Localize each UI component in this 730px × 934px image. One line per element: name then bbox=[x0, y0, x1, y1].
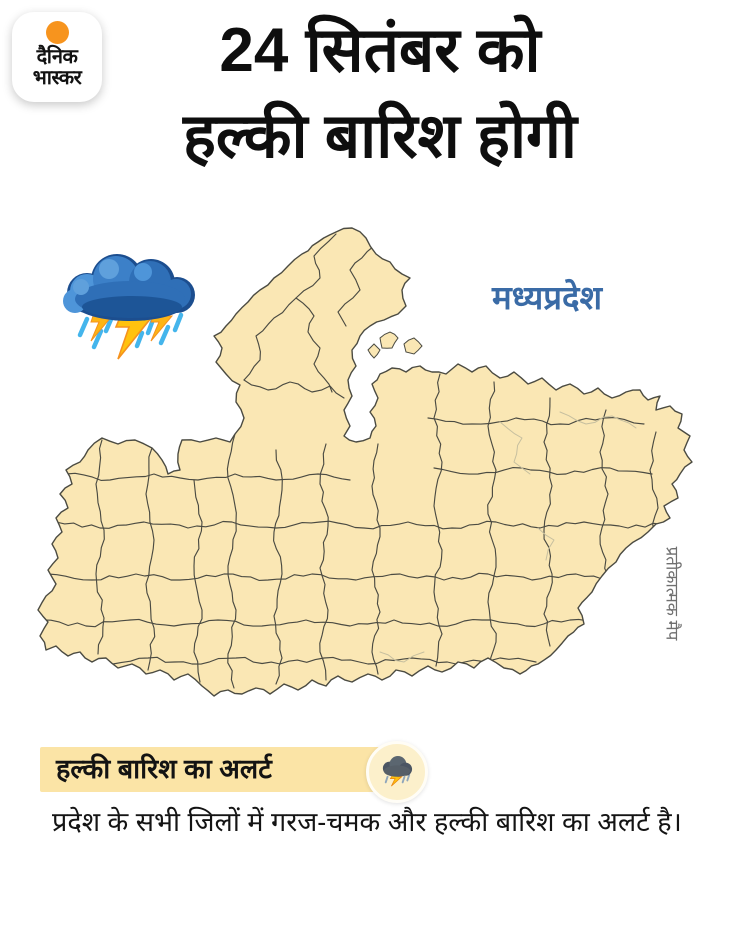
alert-ribbon-label: हल्की बारिश का अलर्ट bbox=[56, 754, 272, 784]
description-text: प्रदेश के सभी जिलों में गरज-चमक और हल्की बारिश का अलर्ट है। bbox=[52, 807, 682, 837]
headline-line2: हल्की बारिश होगी bbox=[183, 102, 577, 171]
dainik-bhaskar-logo bbox=[12, 12, 102, 102]
headline bbox=[60, 8, 700, 180]
region-label: मध्यप्रदेश bbox=[492, 279, 603, 316]
headline-line1: 24 सितंबर को bbox=[219, 16, 541, 85]
logo-text-line2: भास्कर bbox=[32, 67, 82, 89]
symbolic-map-watermark: प्रतीकात्मक मैप bbox=[662, 546, 682, 641]
alert-ribbon bbox=[40, 747, 398, 792]
logo-text-line1: दैनिक bbox=[36, 46, 78, 68]
small-storm-cloud-icon bbox=[378, 756, 416, 788]
logo-sun-dot-icon bbox=[46, 21, 69, 44]
alert-badge bbox=[366, 741, 428, 803]
storm-cloud-lightning-icon bbox=[54, 243, 204, 363]
